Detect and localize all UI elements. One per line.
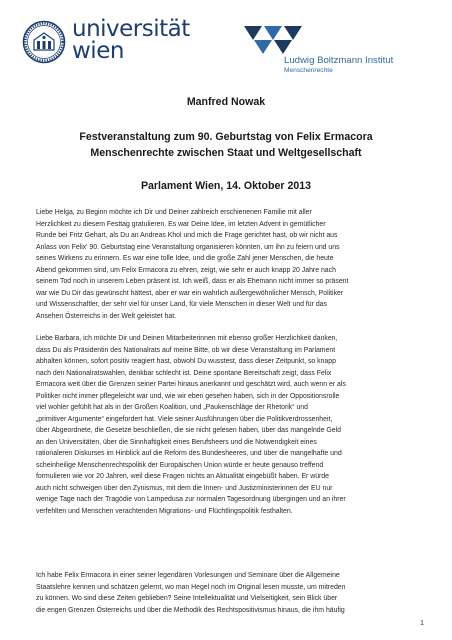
text-line: über Abgeordnete, die Gesetze beschließen, die sie nicht gelesen haben, über das mangelnde Geld: [36, 427, 341, 434]
paragraph-2: [36, 333, 418, 517]
text-line: Liebe Barbara, ich möchte Dir und Deinen Mitarbeiterinnen mit ebenso großer Herzlichkeit danken,: [36, 335, 338, 342]
text-line: nach den Nationalratswahlen, denkbar schlecht ist. Deine spontane Bereitschaft zeigt, dass Felix: [36, 369, 332, 377]
text-line: Anlass von Felix' 90. Geburtstag eine Veranstaltung organisieren könnten, um ihn zu feiern und uns: [36, 243, 340, 251]
triangle-mark-icon: [244, 24, 302, 56]
text-line: auch nicht schweigen über den Zynismus, mit dem die Innen- und Justizministerinnen der EU nur: [36, 484, 333, 492]
university-name-line1: universität: [72, 16, 190, 42]
text-line: war wie Du Dir das gewünscht hättest, aber er war ein wahrlich außergewöhnlicher Mensch, Politiker: [36, 289, 344, 297]
text-line: seinem Tod noch in unserem Leben präsent ist. Ich weiß, dass er als Ehemann nicht immer so präsent: [36, 278, 349, 285]
text-line: und Wissenschaftler, der sehr viel für unser Land, für viele Menschen in dieser Welt und für das: [36, 301, 327, 308]
page-number: 1: [420, 620, 424, 627]
text-line: Liebe Helga, zu Beginn möchte ich Dir und Deiner zahlreich erschienenen Familie mit aller: [36, 209, 312, 216]
event-title-line1: Festveranstaltung zum 90. Geburtstag von Felix Ermacora: [79, 131, 373, 143]
text-line: Abend gekommen sind, um Felix Ermacora zu ehren, zeigt, wie sehr er auch knapp 20 Jahre nach: [36, 266, 336, 274]
paragraph-3: [36, 570, 418, 616]
event-title-line2: Menschenrechte zwischen Staat und Weltgesellschaft: [90, 147, 362, 159]
university-name: [72, 18, 190, 62]
text-line: an den Universitäten, über die Sinnhaftigkeit eines Berufsheers und die Notwendigkeit eines: [36, 438, 317, 446]
text-line: seines Wirkens zu erinnern. Es war eine tolle Idee, und die große Zahl jener Menschen, die heute: [36, 255, 334, 262]
text-line: wenige Tage nach der Tragödie von Lampedusa zur normalen Tagesordnung übergingen und an ihrer: [36, 496, 346, 503]
university-logo: [22, 16, 197, 66]
institute-name: Ludwig Boltzmann Institut: [284, 55, 394, 66]
institute-subtitle: Menschenrechte: [284, 67, 333, 74]
text-line: die engen Grenzen Österreichs und über die Methodik des Rechtspositivismus hinaus, die ihm häufig: [36, 606, 345, 614]
text-line: rationaleren Diskurses im Hinblick auf die Reform des Bundesheeres, und über die mangelhafte und: [36, 450, 342, 457]
text-line: Ermacora weit über die Grenzen seiner Partei hinaus anerkannt und geschätzt wird, auch wenn er als: [36, 381, 346, 388]
author-name: Manfred Nowak: [186, 96, 266, 108]
text-line: Herzlichkeit zu diesem Festtag gratulieren. Es war Deine Idee, im letzten Advent in gemütlicher: [36, 220, 326, 228]
text-line: Runde bei Fritz Gehart, als Du an Andreas Khol und mich die Frage gerichtet hast, ob wir nicht aus: [36, 232, 338, 239]
paragraph-1: [36, 207, 418, 322]
venue-date: Parlament Wien, 14. Oktober 2013: [140, 180, 312, 192]
university-seal-icon: [22, 20, 66, 64]
text-line: formulieren wie vor 20 Jahren, weil diese Fragen nichts an Aktualität eingebüßt haben. Er würde: [36, 473, 330, 480]
text-line: Ansehen Österreichs in der Welt geleistet hat.: [36, 312, 177, 320]
text-line: verfehlten und Menschen verachtenden Migrations- und Flüchtlingspolitik festhalten.: [36, 507, 293, 515]
text-line: „primitiver Argumente“ eingefordert hat. Viele seiner Ausführungen über die Politikverdrossenheit,: [36, 415, 333, 423]
text-line: Ich habe Felix Ermacora in einer seiner legendären Vorlesungen und Seminare über die Allgemeine: [36, 572, 340, 579]
text-line: Staatslehre kennen und schätzen gelernt, wo man Hegel noch im Original lesen musste, um mitreden: [36, 583, 346, 591]
institute-logo: [244, 24, 444, 72]
text-line: viel wohler gefühlt hat als in der Großen Koalition, und „Paukenschläge der Rhetorik“ und: [36, 404, 308, 411]
text-line: zu können. Wo sind diese Zeiten geblieben? Seine Intellektualität und Vielseitigkeit, sein Blick über: [36, 595, 338, 602]
text-line: dass Du als Präsidentin des Nationalrats auf meine Bitte, ob wir diese Veranstaltung im Parlament: [36, 346, 336, 354]
text-line: scheinheilige Menschenrechtspolitik der Europäischen Union würde er heute genauso treffend: [36, 461, 324, 469]
university-name-line2: wien: [72, 38, 124, 64]
text-line: Politiker nicht immer pflegeleicht war und, wie wir eben gesehen haben, sich in der Oppositionsrolle: [36, 392, 340, 400]
text-line: abhalten können, sofort positiv reagiert hast, obwohl Du wusstest, dass dieser Zeitpunkt, so knapp: [36, 358, 336, 365]
